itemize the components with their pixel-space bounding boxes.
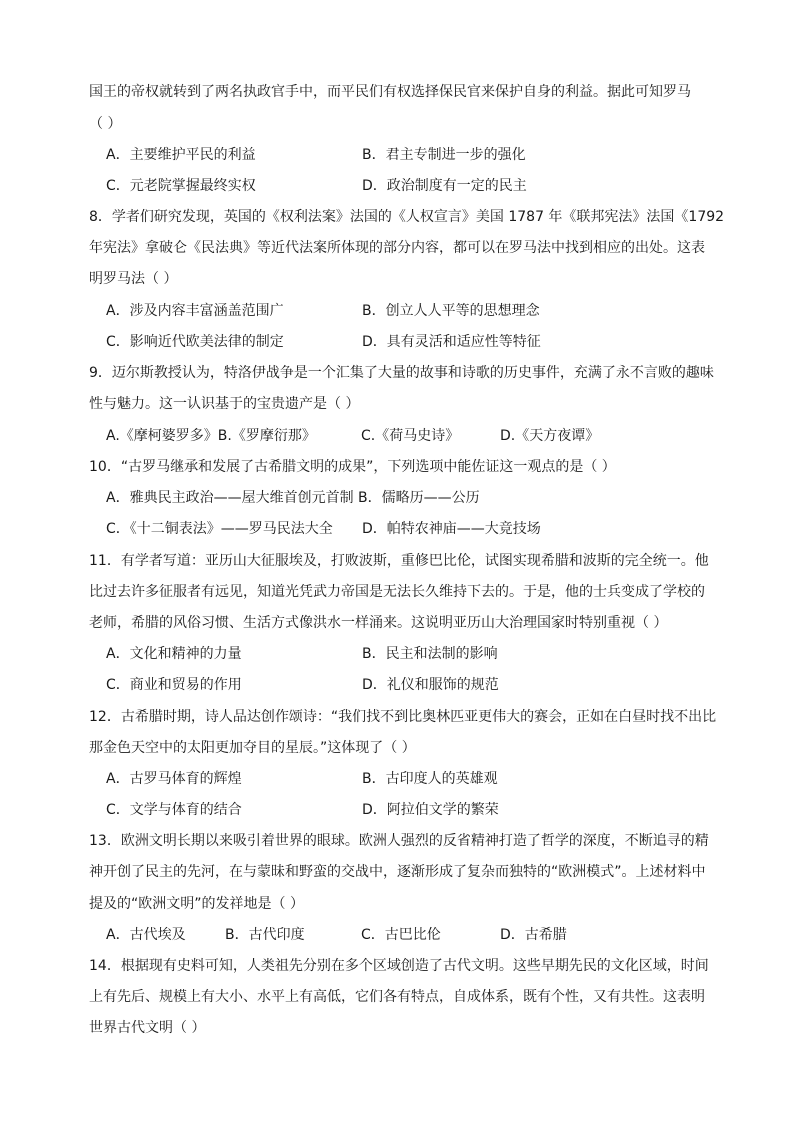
q14-stem-line-1: 14．根据现有史料可知，人类祖先分别在多个区域创造了古代文明。这些早期先民的文化区域，时间 bbox=[89, 958, 709, 974]
q12-option-c: C．文学与体育的结合 bbox=[106, 802, 242, 818]
q7-option-b: B．君主专制进一步的强化 bbox=[362, 147, 526, 163]
q9-stem-line-1: 9．迈尔斯教授认为，特洛伊战争是一个汇集了大量的故事和诗歌的历史事件，充满了永不言败的趣味 bbox=[89, 365, 714, 381]
q9-stem-line-2: 性与魅力。这一认识基于的宝贵遗产是（ ） bbox=[89, 396, 360, 412]
q7-option-c: C．元老院掌握最终实权 bbox=[106, 178, 256, 194]
q11-stem-line-3: 老师，希腊的风俗习惯、生活方式像洪水一样涌来。这说明亚历山大治理国家时特别重视（ ） bbox=[89, 615, 668, 631]
q8-stem-line-3: 明罗马法（ ） bbox=[89, 271, 178, 287]
q11-stem-line-2: 比过去许多征服者有远见，知道光凭武力帝国是无法长久维持下去的。于是，他的士兵变成了学校的 bbox=[89, 584, 705, 600]
q12-option-a: A．古罗马体育的辉煌 bbox=[106, 771, 242, 787]
q7-stem-line-1: 国王的帝权就转到了两名执政官手中，而平民们有权选择保民官来保护自身的利益。据此可知罗马 bbox=[89, 84, 691, 100]
q9-option-d: D.《天方夜谭》 bbox=[500, 428, 600, 444]
q10-option-d: D．帕特农神庙——大竞技场 bbox=[362, 521, 541, 537]
q11-option-d: D．礼仪和服饰的规范 bbox=[362, 677, 499, 693]
q13-option-d: D．古希腊 bbox=[500, 927, 567, 943]
q8-option-a: A．涉及内容丰富涵盖范围广 bbox=[106, 303, 284, 319]
q9-option-ab: A.《摩柯婆罗多》B.《罗摩衍那》 bbox=[106, 428, 316, 444]
q9-option-c: C.《荷马史诗》 bbox=[361, 428, 460, 444]
q12-stem-line-1: 12．古希腊时期，诗人品达创作颂诗：“我们找不到比奥林匹亚更伟大的赛会，正如在白昼时找不出比 bbox=[89, 709, 717, 725]
q13-stem-line-2: 神开创了民主的先河，在与蒙昧和野蛮的交战中，逐渐形成了复杂而独特的“欧洲模式”。上述材料中 bbox=[89, 864, 706, 880]
q11-stem-line-1: 11．有学者写道：亚历山大征服埃及，打败波斯，重修巴比伦，试图实现希腊和波斯的完全统一。他 bbox=[89, 553, 709, 569]
q13-stem-line-1: 13．欧洲文明长期以来吸引着世界的眼球。欧洲人强烈的反省精神打造了哲学的深度，不断追寻的精 bbox=[89, 833, 709, 849]
q8-option-c: C．影响近代欧美法律的制定 bbox=[106, 334, 284, 350]
q14-stem-line-2: 上有先后、规模上有大小、水平上有高低，它们各有特点，自成体系，既有个性，又有共性。这表明 bbox=[89, 989, 705, 1005]
q13-option-a: A．古代埃及 bbox=[106, 927, 186, 943]
q8-option-b: B．创立人人平等的思想理念 bbox=[362, 303, 540, 319]
q11-option-a: A．文化和精神的力量 bbox=[106, 646, 242, 662]
q7-option-a: A．主要维护平民的利益 bbox=[106, 147, 256, 163]
q13-option-c: C．古巴比伦 bbox=[361, 927, 441, 943]
q10-option-c: C．《十二铜表法》——罗马民法大全 bbox=[106, 521, 333, 537]
q13-option-b: B．古代印度 bbox=[225, 927, 305, 943]
q12-option-d: D．阿拉伯文学的繁荣 bbox=[362, 802, 499, 818]
q10-stem-line-1: 10．“古罗马继承和发展了古希腊文明的成果”，下列选项中能佐证这一观点的是（ ） bbox=[89, 459, 616, 475]
q11-option-c: C．商业和贸易的作用 bbox=[106, 677, 242, 693]
q8-stem-line-1: 8．学者们研究发现，英国的《权利法案》法国的《人权宣言》美国 1787 年《联邦宪法》法国《1792 bbox=[89, 209, 725, 225]
q8-stem-line-2: 年宪法》拿破仑《民法典》等近代法案所体现的部分内容，都可以在罗马法中找到相应的出处。这表 bbox=[89, 240, 705, 256]
q11-option-b: B．民主和法制的影响 bbox=[362, 646, 498, 662]
q10-option-ab: A．雅典民主政治——屋大维首创元首制 B．儒略历——公历 bbox=[106, 490, 480, 506]
q7-option-d: D．政治制度有一定的民主 bbox=[362, 178, 527, 194]
q12-option-b: B．古印度人的英雄观 bbox=[362, 771, 498, 787]
q14-stem-line-3: 世界古代文明（ ） bbox=[89, 1020, 206, 1036]
q13-stem-line-3: 提及的“欧洲文明”的发祥地是（ ） bbox=[89, 896, 304, 912]
q8-option-d: D．具有灵活和适应性等特征 bbox=[362, 334, 541, 350]
q12-stem-line-2: 那金色天空中的太阳更加夺目的星辰。”这体现了（ ） bbox=[89, 740, 416, 756]
q7-stem-line-2: （ ） bbox=[89, 116, 122, 132]
